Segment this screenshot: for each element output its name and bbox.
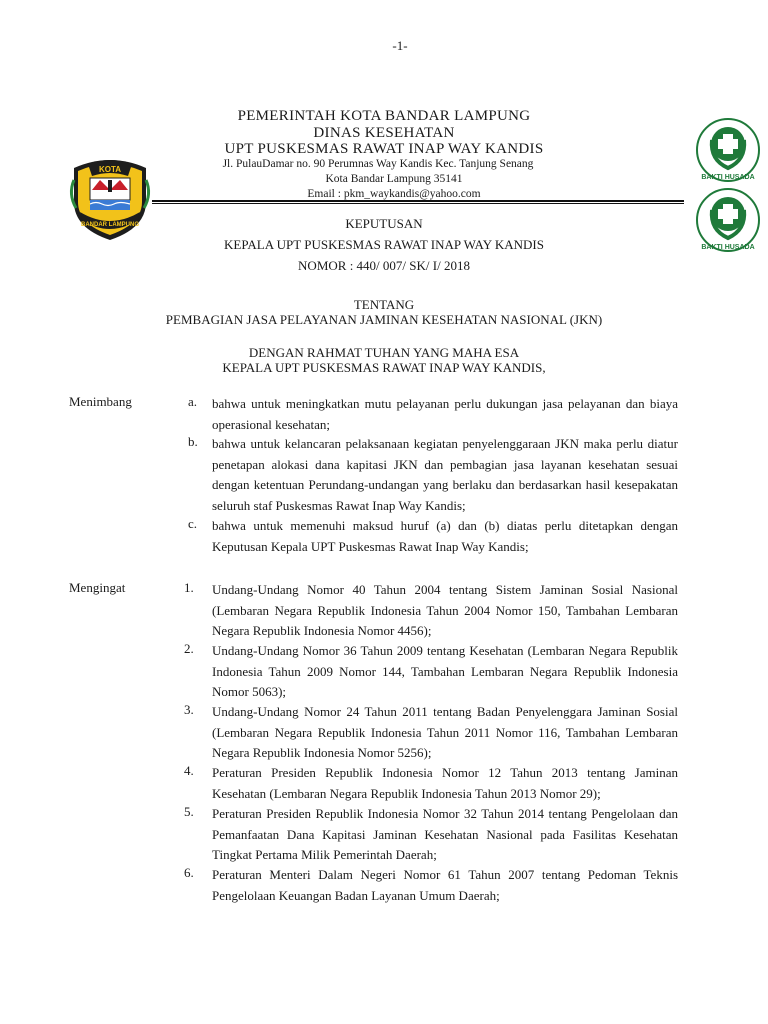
svg-text:BAKTI HUSADA: BAKTI HUSADA: [701, 174, 755, 181]
item-text: bahwa untuk meningkatkan mutu pelayanan perlu dukungan jasa pelayanan dan biaya operasional kesehatan;: [212, 396, 678, 432]
item-text: Undang-Undang Nomor 36 Tahun 2009 tentang Kesehatan (Lembaran Negara Republik Indonesia Tahun 2009 Nomor 144, Tambahan Lembaran Negara Republik Indonesia Nomor 5063);: [212, 643, 678, 699]
section-label-mengingat: Mengingat: [69, 580, 126, 595]
item-text: Peraturan Presiden Republik Indonesia Nomor 12 Tahun 2013 tentang Jaminan Kesehatan (Lembaran Negara Republik Indonesia Tahun 2013 Nomor 29);: [212, 765, 678, 801]
letterhead-divider-thin: [152, 203, 684, 204]
doc-preamble: DENGAN RAHMAT TUHAN YANG MAHA ESA: [248, 345, 520, 360]
svg-text:BANDAR LAMPUNG: BANDAR LAMPUNG: [81, 222, 139, 228]
doc-number: NOMOR : 440/ 007/ SK/ I/ 2018: [298, 258, 470, 273]
doc-subject: PEMBAGIAN JASA PELAYANAN JAMINAN KESEHATAN NASIONAL (JKN): [165, 312, 603, 327]
item-text: Undang-Undang Nomor 24 Tahun 2011 tentang Badan Penyelenggara Jaminan Sosial (Lembaran Negara Republik Indonesia Tahun 2011 Nomor 116, Tambahan Lembaran Negara Republik Indonesia Nomor 5256);: [212, 704, 678, 760]
letterhead-institution: UPT PUSKESMAS RAWAT INAP WAY KANDIS: [224, 141, 544, 157]
letterhead-address: Jl. PulauDamar no. 90 Perumnas Way Kandis Kec. Tanjung Senang: [222, 158, 534, 170]
doc-issuer: KEPALA UPT PUSKESMAS RAWAT INAP WAY KANDIS: [224, 237, 544, 252]
page-number: -1-: [392, 38, 408, 53]
item-marker: 3.: [184, 702, 194, 717]
letterhead-government: PEMERINTAH KOTA BANDAR LAMPUNG: [237, 108, 531, 124]
item-marker: 4.: [184, 763, 194, 778]
letterhead-department: DINAS KESEHATAN: [313, 125, 455, 141]
item-marker: 1.: [184, 580, 194, 595]
doc-tentang: TENTANG: [353, 297, 415, 312]
item-text: Peraturan Presiden Republik Indonesia Nomor 32 Tahun 2014 tentang Pengelolaan dan Pemanfaatan Dana Kapitasi Jaminan Kesehatan Nasional pada Fasilitas Kesehatan Tingkat Pertama Milik Pemerintah Daerah;: [212, 806, 678, 862]
item-text: Peraturan Menteri Dalam Negeri Nomor 61 Tahun 2007 tentang Pedoman Teknis Pengelolaan Keuangan Badan Layanan Umum Daerah;: [212, 867, 678, 903]
item-marker: b.: [188, 434, 198, 449]
item-text: bahwa untuk kelancaran pelaksanaan kegiatan penyelenggaraan JKN maka perlu diatur penetapan alokasi dana kapitasi JKN dan pembagian jasa layanan kesehatan sesuai dengan ketentuan Perundang-undangan yang berlaku dan berdasarkan hasil kesepakatan seluruh staf Puskesmas Rawat Inap Way Kandis;: [212, 436, 678, 513]
doc-type: KEPUTUSAN: [345, 216, 423, 231]
item-marker: a.: [188, 394, 198, 409]
svg-text:KOTA: KOTA: [98, 165, 122, 174]
item-marker: 5.: [184, 804, 194, 819]
item-text: bahwa untuk memenuhi maksud huruf (a) dan (b) diatas perlu ditetapkan dengan Keputusan Kepala UPT Puskesmas Rawat Inap Way Kandis;: [212, 518, 678, 554]
section-label-menimbang: Menimbang: [69, 394, 132, 409]
letterhead-divider: [152, 200, 684, 202]
item-marker: c.: [188, 516, 198, 531]
letterhead-city: Kota Bandar Lampung 35141: [325, 173, 463, 185]
letterhead-email: Email : pkm_waykandis@yahoo.com: [307, 188, 481, 200]
doc-issuer-line: KEPALA UPT PUSKESMAS RAWAT INAP WAY KANDIS,: [222, 360, 546, 375]
item-marker: 6.: [184, 865, 194, 880]
item-marker: 2.: [184, 641, 194, 656]
svg-text:BAKTI HUSADA: BAKTI HUSADA: [701, 244, 755, 251]
item-text: Undang-Undang Nomor 40 Tahun 2004 tentang Sistem Jaminan Sosial Nasional (Lembaran Negara Republik Indonesia Tahun 2004 Nomor 150, Tambahan Lembaran Negara Republik Indonesia Nomor 4456);: [212, 582, 678, 638]
